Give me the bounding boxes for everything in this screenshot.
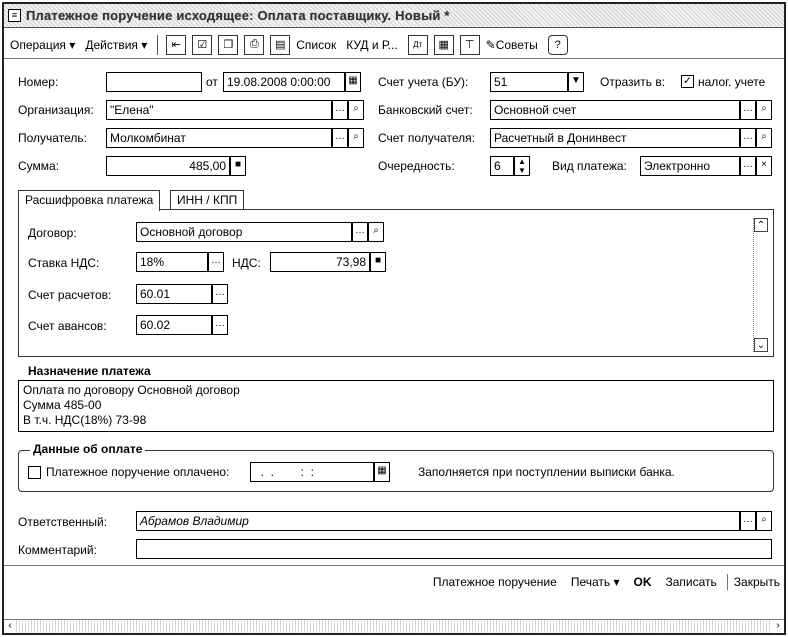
advance-account-label: Счет авансов:: [28, 319, 107, 333]
edit-icon[interactable]: ☑: [192, 35, 212, 55]
select-icon[interactable]: …: [740, 156, 756, 176]
select-icon[interactable]: …: [740, 100, 756, 120]
scroll-right-icon[interactable]: ›: [772, 620, 784, 633]
settlement-account-field[interactable]: 60.01: [136, 284, 212, 304]
purpose-line: В т.ч. НДС(18%) 73-98: [23, 413, 147, 427]
settlement-account-label: Счет расчетов:: [28, 288, 112, 302]
tax-accounting-checkbox[interactable]: ✓: [682, 75, 693, 87]
search-icon[interactable]: ⌕: [756, 511, 772, 531]
close-button[interactable]: Закрыть: [733, 575, 780, 589]
tab-panel: [18, 209, 774, 357]
contract-field[interactable]: Основной договор: [136, 222, 352, 242]
copy-icon[interactable]: ❐: [218, 35, 238, 55]
purpose-textbox[interactable]: [18, 380, 774, 432]
paid-checkbox[interactable]: [28, 466, 41, 479]
search-icon[interactable]: ⌕: [756, 128, 772, 148]
bottom-bar: [4, 569, 784, 595]
responsible-field[interactable]: Абрамов Владимир: [136, 511, 740, 531]
advice-icon: ✎: [485, 37, 496, 52]
document-structure-icon[interactable]: ▦: [434, 35, 454, 55]
recipient-label: Получатель:: [18, 131, 87, 145]
vat-field[interactable]: 73,98: [270, 252, 370, 272]
vat-rate-field[interactable]: 18%: [136, 252, 208, 272]
contract-label: Договор:: [28, 226, 77, 240]
tab-payment-details[interactable]: Расшифровка платежа: [18, 190, 160, 211]
paid-label: Платежное поручение оплачено:: [46, 465, 230, 479]
payment-type-label: Вид платежа:: [552, 159, 627, 173]
organization-label: Организация:: [18, 103, 94, 117]
priority-label: Очередность:: [378, 159, 455, 173]
actions-menu[interactable]: Действия ▾: [85, 37, 148, 52]
search-icon[interactable]: ⌕: [348, 128, 364, 148]
chevron-down-icon[interactable]: ▼: [568, 72, 584, 92]
help-icon[interactable]: ?: [548, 35, 568, 55]
kudir-button[interactable]: КУД и Р...: [346, 37, 398, 52]
tab-inn-kpp[interactable]: ИНН / КПП: [170, 190, 244, 210]
operation-menu[interactable]: Операция ▾: [10, 37, 76, 52]
calendar-icon[interactable]: ▦: [345, 72, 361, 92]
print-menu[interactable]: Печать ▾: [570, 575, 620, 589]
dt-kt-icon[interactable]: Дт: [408, 35, 428, 55]
comment-label: Комментарий:: [18, 543, 97, 557]
payment-type-field[interactable]: Электронно: [640, 156, 740, 176]
toolbar: [4, 31, 784, 59]
list-button[interactable]: Список: [296, 37, 337, 52]
save-button[interactable]: Записать: [665, 575, 717, 589]
account-label: Счет учета (БУ):: [378, 75, 469, 89]
purpose-title: Назначение платежа: [28, 364, 151, 378]
horizontal-scrollbar[interactable]: [4, 619, 784, 633]
go-to-icon[interactable]: ⇤: [166, 35, 186, 55]
filter-icon[interactable]: ⊤: [460, 35, 480, 55]
sum-label: Сумма:: [18, 159, 60, 173]
advance-account-field[interactable]: 60.02: [136, 315, 212, 335]
responsible-label: Ответственный:: [18, 515, 108, 529]
calendar-icon[interactable]: ▦: [374, 462, 390, 482]
select-icon[interactable]: …: [352, 222, 368, 242]
vat-rate-label: Ставка НДС:: [28, 256, 100, 270]
sum-field[interactable]: 485,00: [106, 156, 230, 176]
scroll-left-icon[interactable]: ‹: [4, 620, 16, 633]
tab-panel-scrollbar[interactable]: [753, 218, 767, 352]
number-label: Номер:: [18, 75, 59, 89]
chevron-down-icon: ▾: [141, 37, 148, 52]
print-preview-icon[interactable]: ⎙: [244, 35, 264, 55]
report-icon[interactable]: ▤: [270, 35, 290, 55]
scroll-up-icon[interactable]: ⌃: [754, 218, 768, 232]
divider: [727, 574, 728, 590]
divider: [4, 565, 784, 566]
calculator-icon[interactable]: ■: [230, 156, 246, 176]
from-label: от: [206, 75, 218, 89]
priority-field[interactable]: 6: [490, 156, 514, 176]
clear-icon[interactable]: ×: [756, 156, 772, 176]
tax-accounting-label: налог. учете: [698, 75, 766, 89]
recipient-account-label: Счет получателя:: [378, 131, 475, 145]
bank-account-label: Банковский счет:: [378, 103, 473, 117]
reflect-label: Отразить в:: [600, 75, 666, 89]
payment-order-print-button[interactable]: Платежное поручение: [432, 575, 557, 589]
toolbar-separator: [157, 35, 158, 55]
select-icon[interactable]: …: [740, 128, 756, 148]
vat-label: НДС:: [232, 256, 261, 270]
recipient-account-field[interactable]: Расчетный в Донинвест: [490, 128, 740, 148]
select-icon[interactable]: …: [212, 284, 228, 304]
scroll-down-icon[interactable]: ⌄: [754, 338, 768, 352]
comment-field[interactable]: [136, 539, 772, 559]
title-bar: [4, 4, 784, 28]
payment-order-window: [2, 2, 786, 635]
document-icon[interactable]: ≡: [8, 9, 21, 22]
recipient-field[interactable]: Молкомбинат: [106, 128, 332, 148]
purpose-line: Оплата по договору Основной договор: [23, 383, 240, 397]
search-icon[interactable]: ⌕: [348, 100, 364, 120]
select-icon[interactable]: …: [332, 100, 348, 120]
calculator-icon[interactable]: ■: [370, 252, 386, 272]
chevron-down-icon: ▾: [69, 37, 76, 52]
advice-button[interactable]: ✎Советы: [485, 37, 538, 52]
date-field[interactable]: 19.08.2008 0:00:00: [223, 72, 345, 92]
number-field[interactable]: [106, 72, 202, 92]
search-icon[interactable]: ⌕: [368, 222, 384, 242]
search-icon[interactable]: ⌕: [756, 100, 772, 120]
ok-button[interactable]: OK: [633, 575, 652, 589]
bank-statement-hint: Заполняется при поступлении выписки банка.: [418, 465, 675, 479]
payment-data-title: Данные об оплате: [30, 442, 145, 456]
bank-account-field[interactable]: Основной счет: [490, 100, 740, 120]
window-title: Платежное поручение исходящее: Оплата поставщику. Новый *: [26, 8, 450, 23]
select-icon[interactable]: …: [332, 128, 348, 148]
account-field[interactable]: 51: [490, 72, 568, 92]
purpose-line: Сумма 485-00: [23, 398, 102, 412]
spinner-icon[interactable]: ▲ ▼: [514, 156, 530, 176]
paid-date-field[interactable]: . . : :: [250, 462, 374, 482]
select-icon[interactable]: …: [208, 252, 224, 272]
chevron-down-icon: ▾: [613, 575, 620, 589]
select-icon[interactable]: …: [212, 315, 228, 335]
select-icon[interactable]: …: [740, 511, 756, 531]
organization-field[interactable]: "Елена": [106, 100, 332, 120]
